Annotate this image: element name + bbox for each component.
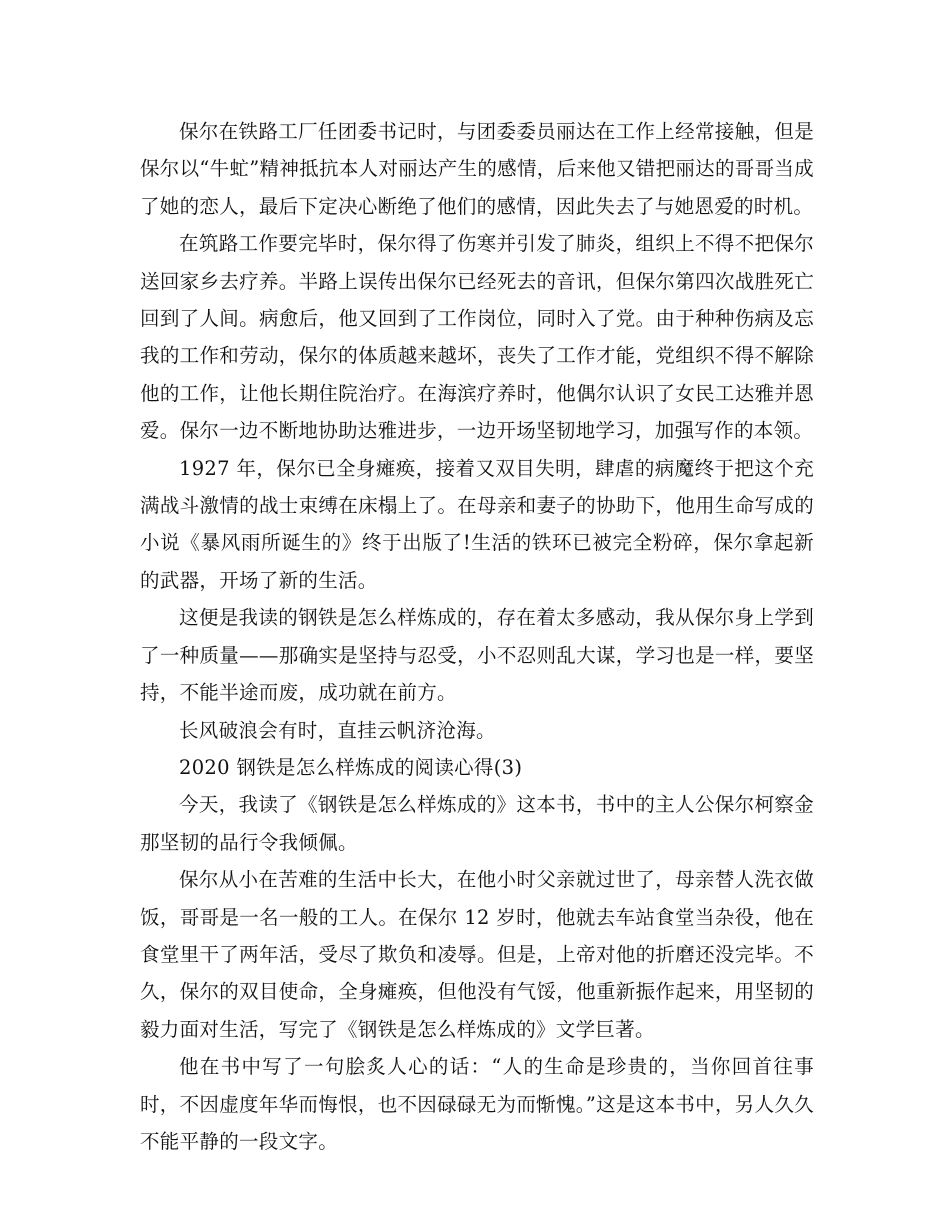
document-body: [140, 113, 814, 1160]
paragraph-2: 在筑路工作要完毕时，保尔得了伤寒并引发了肺炎，组织上不得不把保尔送回家乡去疗养。半路上误传出保尔已经死去的音讯，但保尔第四次战胜死亡回到了人间。病愈后，他又回到了工作岗位，同时入了党。由于种种伤病及忘我的工作和劳动，保尔的体质越来越坏，丧失了工作才能，党组织不得不解除他的工作，让他长期住院治疗。在海滨疗养时，他偶尔认识了女民工达雅并恩爱。保尔一边不断地协助达雅进步，一边开场坚韧地学习，加强写作的本领。: [140, 232, 814, 443]
paragraph-7: 保尔从小在苦难的生活中长大，在他小时父亲就过世了，母亲替人洗衣做饭，哥哥是一名一般的工人。在保尔 12 岁时，他就去车站食堂当杂役，他在食堂里干了两年活，受尽了欺负和凌辱。但是，上帝对他的折磨还没完毕。不久，保尔的双目使命，全身瘫痪，但他没有气馁，他重新振作起来，用坚韧的毅力面对生活，写完了《钢铁是怎么样炼成的》文学巨著。: [140, 868, 814, 1041]
paragraph-4: 这便是我读的钢铁是怎么样炼成的，存在着太多感动，我从保尔身上学到了一种质量——那确实是坚持与忍受，小不忍则乱大谋，学习也是一样，要坚持，不能半途而废，成功就在前方。: [140, 606, 814, 705]
paragraph-3: 1927 年，保尔已全身瘫痪，接着又双目失明，肆虐的病魔终于把这个充满战斗激情的战士束缚在床榻上了。在母亲和妻子的协助下，他用生命写成的小说《暴风雨所诞生的》终于出版了!生活的铁环已被完全粉碎，保尔拿起新的武器，开场了新的生活。: [140, 456, 814, 592]
paragraph-5: 长风破浪会有时，直挂云帆济沧海。: [179, 718, 496, 742]
paragraph-8: 他在书中写了一句脍炙人心的话：“人的生命是珍贵的，当你回首往事时，不因虚度年华而悔恨，也不因碌碌无为而惭愧。”这是这本书中，另人久久不能平静的一段文字。: [140, 1055, 814, 1153]
section-heading: 2020 钢铁是怎么样炼成的阅读心得(3): [179, 755, 523, 779]
paragraph-1: 保尔在铁路工厂任团委书记时，与团委委员丽达在工作上经常接触，但是保尔以“牛虻”精神抵抗本人对丽达产生的感情，后来他又错把丽达的哥哥当成了她的恋人，最后下定决心断绝了他们的感情，因此失去了与她恩爱的时机。: [140, 120, 814, 218]
paragraph-6: 今天，我读了《钢铁是怎么样炼成的》这本书，书中的主人公保尔柯察金那坚韧的品行令我倾佩。: [140, 793, 814, 854]
